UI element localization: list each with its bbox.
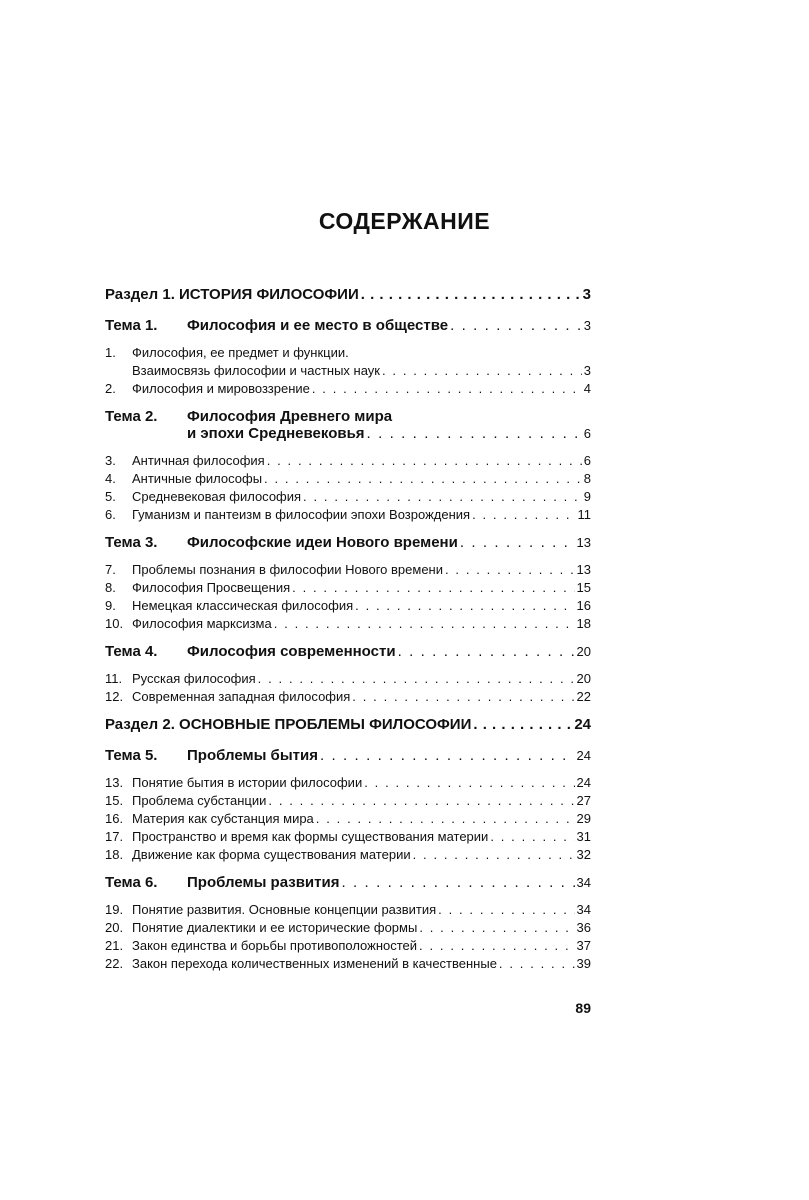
toc-topic-4[interactable]: [105, 643, 591, 660]
item-page: 15: [576, 580, 591, 595]
toc-topic-3[interactable]: [105, 534, 591, 551]
item-page: 18: [576, 616, 591, 631]
item-text: Философия Просвещения: [132, 580, 291, 595]
dot-leader: [312, 380, 582, 398]
item-page: 9: [583, 489, 591, 504]
dot-leader: [258, 670, 575, 688]
item-page: 31: [576, 829, 591, 844]
item-text: Закон перехода количественных изменений в качественные: [132, 956, 497, 971]
topic-page: 6: [583, 426, 591, 441]
item-text: Гуманизм и пантеизм в философии эпохи Возрождения: [132, 507, 471, 522]
item-number: 4.: [105, 471, 116, 486]
dot-leader: [419, 919, 574, 937]
item-page: 16: [576, 598, 591, 613]
topic-title: Проблемы бытия: [187, 747, 318, 764]
toc-item[interactable]: [105, 380, 591, 398]
item-text: Немецкая классическая философия: [132, 598, 354, 613]
item-page: 3: [583, 363, 591, 378]
item-number: 22.: [105, 956, 124, 971]
toc-item[interactable]: [105, 344, 591, 380]
section-title: Раздел 1. ИСТОРИЯ ФИЛОСОФИИ: [105, 286, 359, 303]
dot-leader: [490, 828, 574, 846]
dot-leader: [445, 561, 575, 579]
toc-item[interactable]: [105, 688, 591, 706]
toc-item[interactable]: [105, 846, 591, 864]
item-page: 34: [576, 902, 591, 917]
item-number: 2.: [105, 381, 116, 396]
section-title: Раздел 2. ОСНОВНЫЕ ПРОБЛЕМЫ ФИЛОСОФИИ: [105, 716, 472, 733]
topic-4-items: [105, 670, 591, 706]
item-page: 29: [576, 811, 591, 826]
section-page: 24: [574, 716, 591, 733]
toc-item[interactable]: [105, 810, 591, 828]
item-text: Философия, ее предмет и функции.: [132, 345, 349, 360]
topic-label: Тема 4.: [105, 643, 158, 660]
toc-topic-1[interactable]: [105, 317, 591, 334]
dot-leader: [364, 774, 574, 792]
topic-5-items: [105, 774, 591, 864]
topic-title: Философия и ее место в обществе: [187, 317, 449, 334]
topic-title: Философские идеи Нового времени: [187, 534, 458, 551]
dot-leader: [367, 425, 582, 442]
section-page: 3: [582, 286, 591, 303]
item-text: Проблемы познания в философии Нового времени: [132, 562, 443, 577]
toc-item[interactable]: [105, 597, 591, 615]
toc-topic-5[interactable]: [105, 747, 591, 764]
dot-leader: [320, 747, 575, 764]
toc-item[interactable]: [105, 506, 591, 524]
item-text: Движение как форма существования материи: [132, 847, 411, 862]
item-number: 15.: [105, 793, 124, 808]
topic-label: Тема 1.: [105, 317, 158, 334]
item-text: Античные философы: [132, 471, 263, 486]
item-number: 7.: [105, 562, 116, 577]
toc-item[interactable]: [105, 828, 591, 846]
page-number: 89: [575, 1000, 591, 1016]
topic-page: 34: [576, 875, 591, 890]
topic-label: Тема 5.: [105, 747, 158, 764]
dot-leader: [398, 643, 575, 660]
toc-section-2[interactable]: [105, 716, 591, 733]
topic-page: 20: [576, 644, 591, 659]
item-number: 17.: [105, 829, 124, 844]
dot-leader: [292, 579, 574, 597]
item-page: 4: [583, 381, 591, 396]
item-text: Материя как субстанция мира: [132, 811, 314, 826]
topic-title: Философия современности: [187, 643, 396, 660]
topic-page: 24: [576, 748, 591, 763]
item-number: 13.: [105, 775, 124, 790]
item-page: 6: [583, 453, 591, 468]
toc-item[interactable]: [105, 919, 591, 937]
dot-leader: [341, 874, 574, 891]
toc-item[interactable]: [105, 901, 591, 919]
item-text: Современная западная философия: [132, 689, 351, 704]
dot-leader: [274, 615, 575, 633]
dot-leader: [268, 792, 574, 810]
toc-topic-2[interactable]: [105, 408, 591, 442]
item-number: 18.: [105, 847, 124, 862]
item-text: Понятие развития. Основные концепции развития: [132, 902, 437, 917]
item-page: 13: [576, 562, 591, 577]
dot-leader: [460, 534, 575, 551]
item-text: Философия и мировоззрение: [132, 381, 310, 396]
item-number: 12.: [105, 689, 124, 704]
item-page: 37: [576, 938, 591, 953]
item-number: 20.: [105, 920, 124, 935]
toc-section-1[interactable]: [105, 286, 591, 303]
toc-item[interactable]: [105, 452, 591, 470]
item-text: Античная философия: [132, 453, 265, 468]
dot-leader: [267, 452, 582, 470]
item-text: Понятие диалектики и ее исторические формы: [132, 920, 418, 935]
dot-leader: [355, 597, 574, 615]
topic-6-items: [105, 901, 591, 973]
item-text: Понятие бытия в истории философии: [132, 775, 363, 790]
topic-title-continued: и эпохи Средневековья: [187, 425, 365, 442]
dot-leader: [264, 470, 582, 488]
item-number: 1.: [105, 345, 116, 360]
item-page: 39: [576, 956, 591, 971]
item-page: 22: [576, 689, 591, 704]
item-text: Пространство и время как формы существования материи: [132, 829, 489, 844]
topic-3-items: [105, 561, 591, 633]
item-page: 36: [576, 920, 591, 935]
dot-leader: [361, 286, 581, 303]
dot-leader: [352, 688, 574, 706]
item-number: 11.: [105, 671, 123, 686]
dot-leader: [382, 362, 582, 380]
item-text: Философия марксизма: [132, 616, 272, 631]
item-number: 3.: [105, 453, 116, 468]
topic-label: Тема 6.: [105, 874, 158, 891]
item-number: 10.: [105, 616, 124, 631]
item-number: 16.: [105, 811, 124, 826]
item-number: 6.: [105, 507, 116, 522]
item-text-continued: Взаимосвязь философии и частных наук: [132, 363, 380, 378]
toc-item[interactable]: [105, 937, 591, 955]
topic-2-items: [105, 452, 591, 524]
topic-1-items: [105, 344, 591, 398]
table-of-contents: [105, 280, 591, 983]
item-text: Проблема субстанции: [132, 793, 267, 808]
topic-label: Тема 2.: [105, 408, 158, 425]
toc-item[interactable]: [105, 792, 591, 810]
item-number: 19.: [105, 902, 124, 917]
topic-page: 3: [583, 318, 591, 333]
item-page: 11: [577, 507, 591, 522]
dot-leader: [450, 317, 582, 334]
toc-item[interactable]: [105, 670, 591, 688]
toc-item[interactable]: [105, 955, 591, 973]
item-text: Средневековая философия: [132, 489, 302, 504]
item-number: 21.: [105, 938, 124, 953]
toc-item[interactable]: [105, 774, 591, 792]
dot-leader: [438, 901, 574, 919]
topic-label: Тема 3.: [105, 534, 158, 551]
item-number: 5.: [105, 489, 116, 504]
dot-leader: [419, 937, 574, 955]
toc-item[interactable]: [105, 488, 591, 506]
dot-leader: [303, 488, 582, 506]
dot-leader: [413, 846, 575, 864]
dot-leader: [472, 506, 575, 524]
item-page: 24: [576, 775, 591, 790]
toc-item[interactable]: [105, 579, 591, 597]
toc-item[interactable]: [105, 561, 591, 579]
item-page: 32: [576, 847, 591, 862]
item-number: 9.: [105, 598, 116, 613]
toc-item[interactable]: [105, 470, 591, 488]
toc-topic-6[interactable]: [105, 874, 591, 891]
dot-leader: [499, 955, 575, 973]
page-title: СОДЕРЖАНИЕ: [318, 208, 491, 234]
topic-page: 13: [576, 535, 591, 550]
item-text: Русская философия: [132, 671, 256, 686]
dot-leader: [473, 716, 572, 733]
topic-title: Философия Древнего мира: [187, 408, 393, 425]
item-page: 8: [583, 471, 591, 486]
topic-title: Проблемы развития: [187, 874, 340, 891]
item-page: 27: [576, 793, 591, 808]
dot-leader: [316, 810, 575, 828]
item-number: 8.: [105, 580, 116, 595]
item-page: 20: [576, 671, 591, 686]
toc-item[interactable]: [105, 615, 591, 633]
item-text: Закон единства и борьбы противоположностей: [132, 938, 418, 953]
